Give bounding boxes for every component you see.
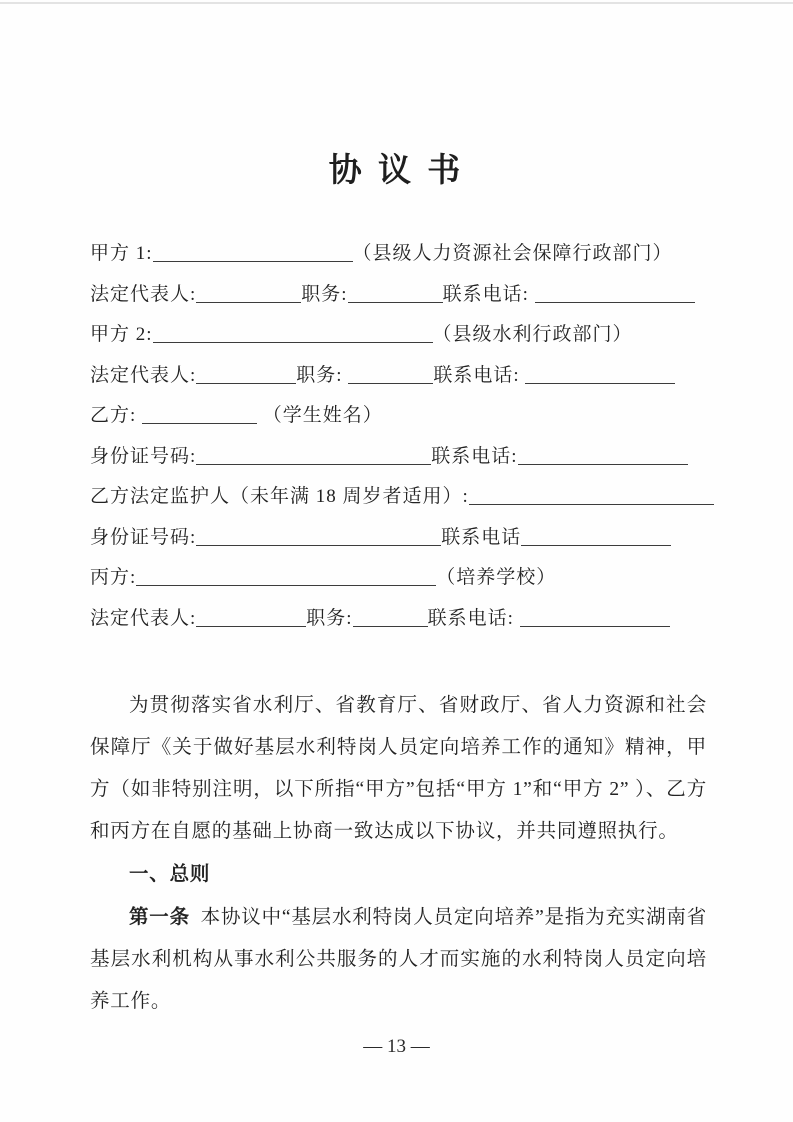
form-blank-underline xyxy=(142,404,257,424)
form-label: 联系电话: xyxy=(427,607,520,629)
form-blank-underline xyxy=(521,526,671,546)
paragraph xyxy=(90,897,707,1023)
form-label: 身份证号码: xyxy=(90,526,197,548)
form-label: 法定代表人: xyxy=(90,283,197,305)
form-line xyxy=(90,315,707,356)
form-label: 职务: xyxy=(296,364,349,386)
form-label: （县级人力资源社会保障行政部门） xyxy=(352,243,673,264)
form-blank-underline xyxy=(525,364,675,384)
document-title: 协 议 书 xyxy=(328,153,465,189)
form-line xyxy=(90,396,707,437)
form-label: 身份证号码: xyxy=(90,445,197,467)
form-blank-underline xyxy=(153,323,433,343)
form-blank-underline xyxy=(348,283,443,303)
form-blank-underline xyxy=(520,607,670,627)
form-label: 联系电话 xyxy=(441,526,522,548)
form-blank-underline xyxy=(535,283,695,303)
page-footer xyxy=(0,1033,793,1061)
scan-edge-line xyxy=(0,2,793,4)
form-line xyxy=(90,234,707,275)
form-label: 甲方 2: xyxy=(90,324,153,345)
form-label: 职务: xyxy=(306,607,353,629)
form-label: 法定代表人: xyxy=(90,607,197,629)
form-label: 甲方 1: xyxy=(90,243,153,264)
page-number: — 13 — xyxy=(363,1036,430,1057)
form-blank-underline xyxy=(196,364,296,384)
form-blank-underline xyxy=(153,242,353,262)
form-blank-underline xyxy=(196,607,306,627)
form-blank-underline xyxy=(196,445,431,465)
form-blank-underline xyxy=(196,526,441,546)
form-blank-underline xyxy=(469,485,714,505)
form-line xyxy=(90,275,707,316)
paragraph xyxy=(90,685,707,853)
form-line xyxy=(90,599,707,640)
paragraph-text: 本协议中“基层水利特岗人员定向培养”是指为充实湖南省基层水利机构从事水利公共服务的人才而实施的水利特岗人员定向培养工作。 xyxy=(90,907,707,1012)
form-label: （培养学校） xyxy=(436,567,557,588)
form-label: 乙方: xyxy=(90,405,143,426)
form-line xyxy=(90,518,707,559)
fill-in-form xyxy=(90,234,707,639)
paragraph-text: 为贯彻落实省水利厅、省教育厅、省财政厅、省人力资源和社会保障厅《关于做好基层水利特岗人员定向培养工作的通知》精神，甲方（如非特别注明，以下所指“甲方”包括“甲方 1”和“甲方 2” ）、乙方和丙方在自愿的基础上协商一致达成以下协议，并共同遵照执行。 xyxy=(90,695,707,842)
form-blank-underline xyxy=(353,607,428,627)
form-line xyxy=(90,477,707,518)
form-blank-underline xyxy=(518,445,688,465)
form-label: 联系电话: xyxy=(431,445,518,467)
form-label: （学生姓名） xyxy=(257,405,383,426)
form-blank-underline xyxy=(136,566,436,586)
paragraph-text: 一、总则 xyxy=(129,864,211,885)
form-label: 丙方: xyxy=(90,567,137,588)
section-heading xyxy=(90,853,707,897)
form-line xyxy=(90,437,707,478)
form-label: 联系电话: xyxy=(442,283,535,305)
document-body xyxy=(90,685,707,1023)
form-label: 乙方法定监护人（未年满 18 周岁者适用）: xyxy=(90,486,469,507)
form-blank-underline xyxy=(348,364,433,384)
form-label: 法定代表人: xyxy=(90,364,197,386)
form-label: 联系电话: xyxy=(433,364,526,386)
form-line xyxy=(90,558,707,599)
form-blank-underline xyxy=(196,283,301,303)
article-number-prefix: 第一条 xyxy=(129,907,190,928)
form-line xyxy=(90,356,707,397)
form-label: 职务: xyxy=(301,283,348,305)
form-label: （县级水利行政部门） xyxy=(432,324,633,345)
